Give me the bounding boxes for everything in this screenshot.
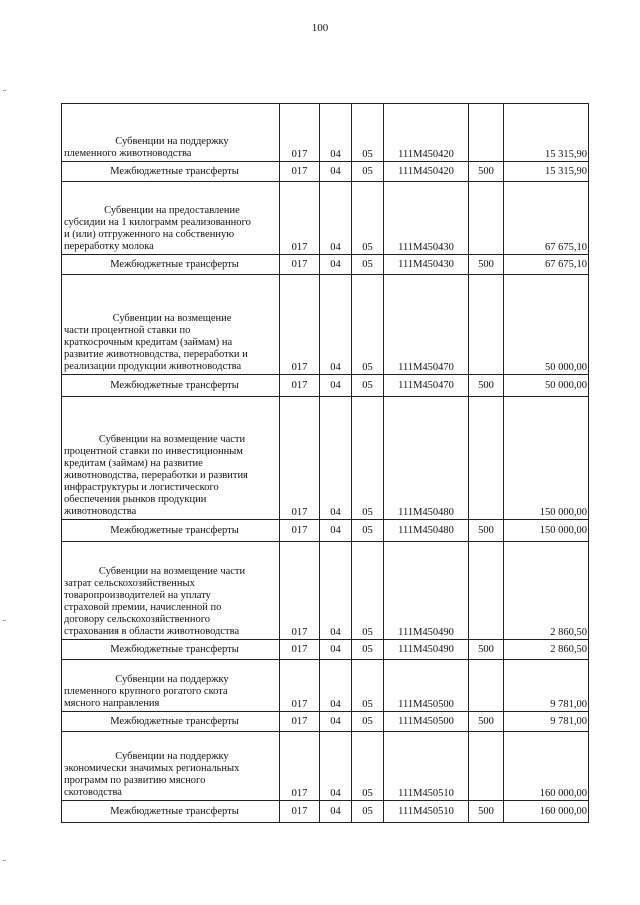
code-cell-target: 111M450480 (384, 520, 469, 542)
item-name-line: договору сельскохозяйственного (64, 614, 210, 625)
code-cell-expense-type (469, 182, 504, 255)
amount-cell: 2 860,50 (504, 542, 589, 640)
code-cell-expense-type (469, 660, 504, 712)
code-cell-expense-type: 500 (469, 520, 504, 542)
item-name-line: Межбюджетные трансферты (110, 166, 239, 177)
code-cell-subsection: 05 (352, 542, 384, 640)
code-cell-target: 111M450420 (384, 104, 469, 162)
code-cell-section: 04 (320, 375, 352, 397)
code-cell-target: 111M450510 (384, 801, 469, 823)
table-row (62, 255, 589, 275)
table-row (62, 104, 589, 162)
item-name-line: Субвенции на предоставление (104, 205, 240, 216)
code-cell-expense-type: 500 (469, 712, 504, 732)
code-cell-section: 04 (320, 182, 352, 255)
item-name-line: Межбюджетные трансферты (110, 259, 239, 270)
item-name-cell (62, 275, 280, 375)
item-name-line: обеспечения рынков продукции (64, 494, 207, 505)
amount-cell: 9 781,00 (504, 712, 589, 732)
table-row (62, 275, 589, 375)
code-cell-section: 04 (320, 255, 352, 275)
table-row (62, 801, 589, 823)
item-name-cell (62, 542, 280, 640)
table-row (62, 182, 589, 255)
code-cell-section: 04 (320, 801, 352, 823)
item-name-line: страхования в области животноводства (64, 626, 240, 637)
table-body (62, 104, 589, 823)
code-cell-gov: 017 (280, 162, 320, 182)
code-cell-expense-type (469, 104, 504, 162)
code-cell-gov: 017 (280, 801, 320, 823)
item-name-cell (62, 520, 280, 542)
amount-cell: 9 781,00 (504, 660, 589, 712)
item-name-line: инфраструктуры и логистического (64, 482, 219, 493)
item-name-cell (62, 732, 280, 801)
code-cell-expense-type: 500 (469, 801, 504, 823)
table-row (62, 375, 589, 397)
item-name-cell (62, 712, 280, 732)
code-cell-target: 111M450430 (384, 255, 469, 275)
item-name-line: племенного животноводства (64, 148, 192, 159)
item-name-line: страховой премии, начисленной по (64, 602, 222, 613)
amount-cell: 2 860,50 (504, 640, 589, 660)
code-cell-expense-type (469, 542, 504, 640)
code-cell-target: 111M450510 (384, 732, 469, 801)
code-cell-subsection: 05 (352, 712, 384, 732)
code-cell-subsection: 05 (352, 275, 384, 375)
code-cell-subsection: 05 (352, 640, 384, 660)
code-cell-section: 04 (320, 542, 352, 640)
item-name-line: субсидии на 1 килограмм реализованного (64, 217, 251, 228)
item-name-line: Межбюджетные трансферты (110, 525, 239, 536)
code-cell-subsection: 05 (352, 375, 384, 397)
amount-cell: 150 000,00 (504, 397, 589, 520)
item-name-cell (62, 640, 280, 660)
item-name-line: Межбюджетные трансферты (110, 644, 239, 655)
item-name-cell (62, 801, 280, 823)
code-cell-expense-type: 500 (469, 375, 504, 397)
code-cell-expense-type (469, 732, 504, 801)
item-name-cell (62, 104, 280, 162)
item-name-line: мясного направления (64, 698, 160, 709)
amount-cell: 50 000,00 (504, 275, 589, 375)
item-name-cell (62, 182, 280, 255)
code-cell-expense-type: 500 (469, 255, 504, 275)
item-name-cell (62, 162, 280, 182)
item-name-line: краткосрочным кредитам (займам) на (64, 337, 233, 348)
amount-cell: 67 675,10 (504, 255, 589, 275)
item-name-line: Субвенции на возмещение части (98, 566, 246, 577)
table-row (62, 732, 589, 801)
item-name-line: племенного крупного рогатого скота (64, 686, 228, 697)
code-cell-gov: 017 (280, 375, 320, 397)
code-cell-section: 04 (320, 162, 352, 182)
code-cell-target: 111M450430 (384, 182, 469, 255)
item-name-cell (62, 255, 280, 275)
table-row (62, 660, 589, 712)
code-cell-section: 04 (320, 397, 352, 520)
amount-cell: 150 000,00 (504, 520, 589, 542)
code-cell-target: 111M450490 (384, 640, 469, 660)
code-cell-gov: 017 (280, 182, 320, 255)
item-name-line: Субвенции на поддержку (115, 751, 229, 762)
amount-cell: 15 315,90 (504, 162, 589, 182)
code-cell-gov: 017 (280, 660, 320, 712)
code-cell-gov: 017 (280, 397, 320, 520)
item-name-line: Межбюджетные трансферты (110, 806, 239, 817)
item-name-line: животноводства, переработки и развития (64, 470, 248, 481)
amount-cell: 160 000,00 (504, 732, 589, 801)
code-cell-subsection: 05 (352, 255, 384, 275)
code-cell-expense-type: 500 (469, 162, 504, 182)
item-name-line: животноводства (64, 506, 137, 517)
item-name-line: переработку молока (64, 241, 154, 252)
scan-mark (3, 860, 6, 861)
code-cell-section: 04 (320, 640, 352, 660)
table-row (62, 640, 589, 660)
code-cell-gov: 017 (280, 255, 320, 275)
scan-mark (3, 620, 6, 621)
code-cell-expense-type: 500 (469, 640, 504, 660)
item-name-line: реализации продукции животноводства (64, 361, 242, 372)
item-name-line: Субвенции на поддержку (115, 674, 229, 685)
code-cell-target: 111M450470 (384, 275, 469, 375)
item-name-line: развитие животноводства, переработки и (64, 349, 248, 360)
amount-cell: 50 000,00 (504, 375, 589, 397)
code-cell-subsection: 05 (352, 182, 384, 255)
item-name-line: экономически значимых региональных (64, 763, 240, 774)
code-cell-target: 111M450500 (384, 712, 469, 732)
amount-cell: 160 000,00 (504, 801, 589, 823)
item-name-line: товаропроизводителей на уплату (64, 590, 211, 601)
code-cell-target: 111M450420 (384, 162, 469, 182)
table-row (62, 542, 589, 640)
table-row (62, 712, 589, 732)
amount-cell: 67 675,10 (504, 182, 589, 255)
code-cell-target: 111M450500 (384, 660, 469, 712)
item-name-cell (62, 375, 280, 397)
item-name-line: затрат сельскохозяйственных (64, 578, 195, 589)
code-cell-section: 04 (320, 712, 352, 732)
code-cell-gov: 017 (280, 732, 320, 801)
page-number: 100 (311, 22, 329, 34)
code-cell-section: 04 (320, 104, 352, 162)
item-name-line: Межбюджетные трансферты (110, 716, 239, 727)
code-cell-target: 111M450480 (384, 397, 469, 520)
code-cell-subsection: 05 (352, 162, 384, 182)
item-name-line: части процентной ставки по (64, 325, 191, 336)
table-row (62, 162, 589, 182)
code-cell-gov: 017 (280, 712, 320, 732)
code-cell-gov: 017 (280, 275, 320, 375)
code-cell-section: 04 (320, 520, 352, 542)
item-name-cell (62, 397, 280, 520)
item-name-line: Субвенции на возмещение части (98, 434, 246, 445)
code-cell-section: 04 (320, 732, 352, 801)
scan-mark (3, 90, 6, 91)
item-name-cell (62, 660, 280, 712)
table-row (62, 520, 589, 542)
code-cell-gov: 017 (280, 542, 320, 640)
code-cell-subsection: 05 (352, 660, 384, 712)
code-cell-gov: 017 (280, 104, 320, 162)
amount-cell: 15 315,90 (504, 104, 589, 162)
code-cell-gov: 017 (280, 640, 320, 660)
code-cell-section: 04 (320, 275, 352, 375)
item-name-line: кредитам (займам) на развитие (64, 458, 203, 469)
code-cell-gov: 017 (280, 520, 320, 542)
code-cell-section: 04 (320, 660, 352, 712)
code-cell-subsection: 05 (352, 520, 384, 542)
item-name-line: Субвенции на поддержку (115, 136, 229, 147)
item-name-line: Субвенции на возмещение (112, 313, 232, 324)
code-cell-subsection: 05 (352, 397, 384, 520)
code-cell-subsection: 05 (352, 732, 384, 801)
item-name-line: и (или) отгруженного на собственную (64, 229, 235, 240)
item-name-line: скотоводства (64, 787, 122, 798)
item-name-line: процентной ставки по инвестиционным (64, 446, 243, 457)
table-row (62, 397, 589, 520)
code-cell-target: 111M450470 (384, 375, 469, 397)
code-cell-subsection: 05 (352, 801, 384, 823)
budget-table (61, 103, 589, 823)
code-cell-subsection: 05 (352, 104, 384, 162)
code-cell-expense-type (469, 397, 504, 520)
code-cell-target: 111M450490 (384, 542, 469, 640)
item-name-line: программ по развитию мясного (64, 775, 206, 786)
item-name-line: Межбюджетные трансферты (110, 380, 239, 391)
code-cell-expense-type (469, 275, 504, 375)
